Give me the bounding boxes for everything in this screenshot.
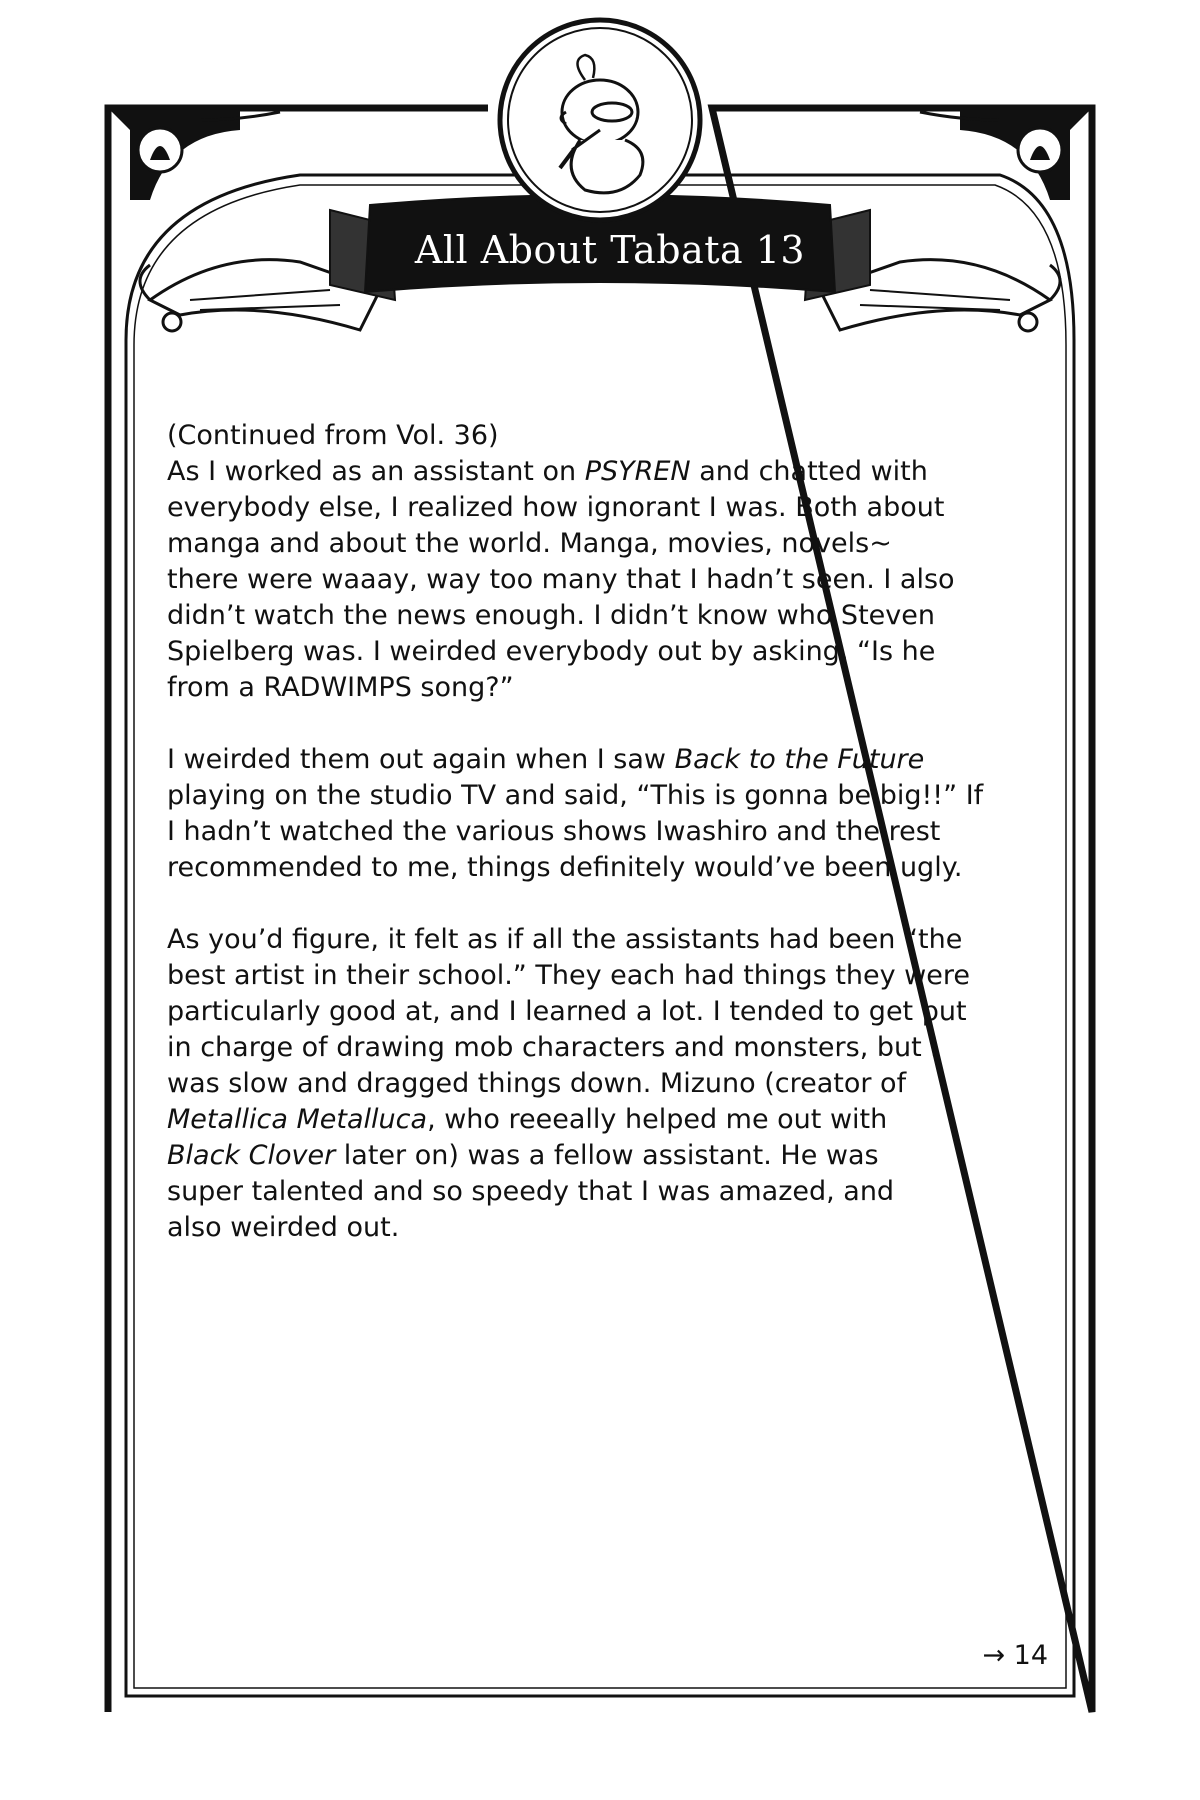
- chick-mascot-medallion: [500, 20, 700, 220]
- paragraph-2: I weirded them out again when I saw Back to the Future playing on the studio TV and said, “This is gonna be big!!” If I hadn’t watched the various shows Iwashiro and the rest recommended to me, things definitely would’ve been ugly.: [167, 744, 984, 883]
- title-back-to-the-future: Back to the Future: [674, 744, 925, 775]
- title-black-clover: Black Clover: [167, 1140, 336, 1171]
- continued-page-marker: → 14: [982, 1640, 1048, 1671]
- title-psyren: PSYREN: [584, 456, 691, 487]
- title-metallica-metalluca: Metallica Metalluca: [167, 1104, 428, 1135]
- paragraph-3: As you’d figure, it felt as if all the assistants had been “the best artist in their school.” They each had things they were particularly good at, and I learned a lot. I tended to get put in charge of drawing mob characters and monsters, but I was slow and dragged things down. Mizuno (creator of Metallica Metalluca, who reeeally helped me out with Black Clover later on) was a fellow assistant. He was super talented and so speedy that I was amazed, and also weirded out.: [167, 924, 970, 1243]
- page-title: All About Tabata 13: [414, 228, 806, 272]
- essay-body: [167, 418, 1027, 1282]
- paragraph-1: (Continued from Vol. 36) As I worked as an assistant on PSYREN and chatted with everybody else, I realized how ignorant I was. Both about manga and about the world. Manga, movies, novels~ there were waaay, way too many that I hadn’t seen. I also didn’t watch the news enough. I didn’t know who Steven Spielberg was. I weirded everybody out by asking, “Is he from a RADWIMPS song?”: [167, 420, 955, 703]
